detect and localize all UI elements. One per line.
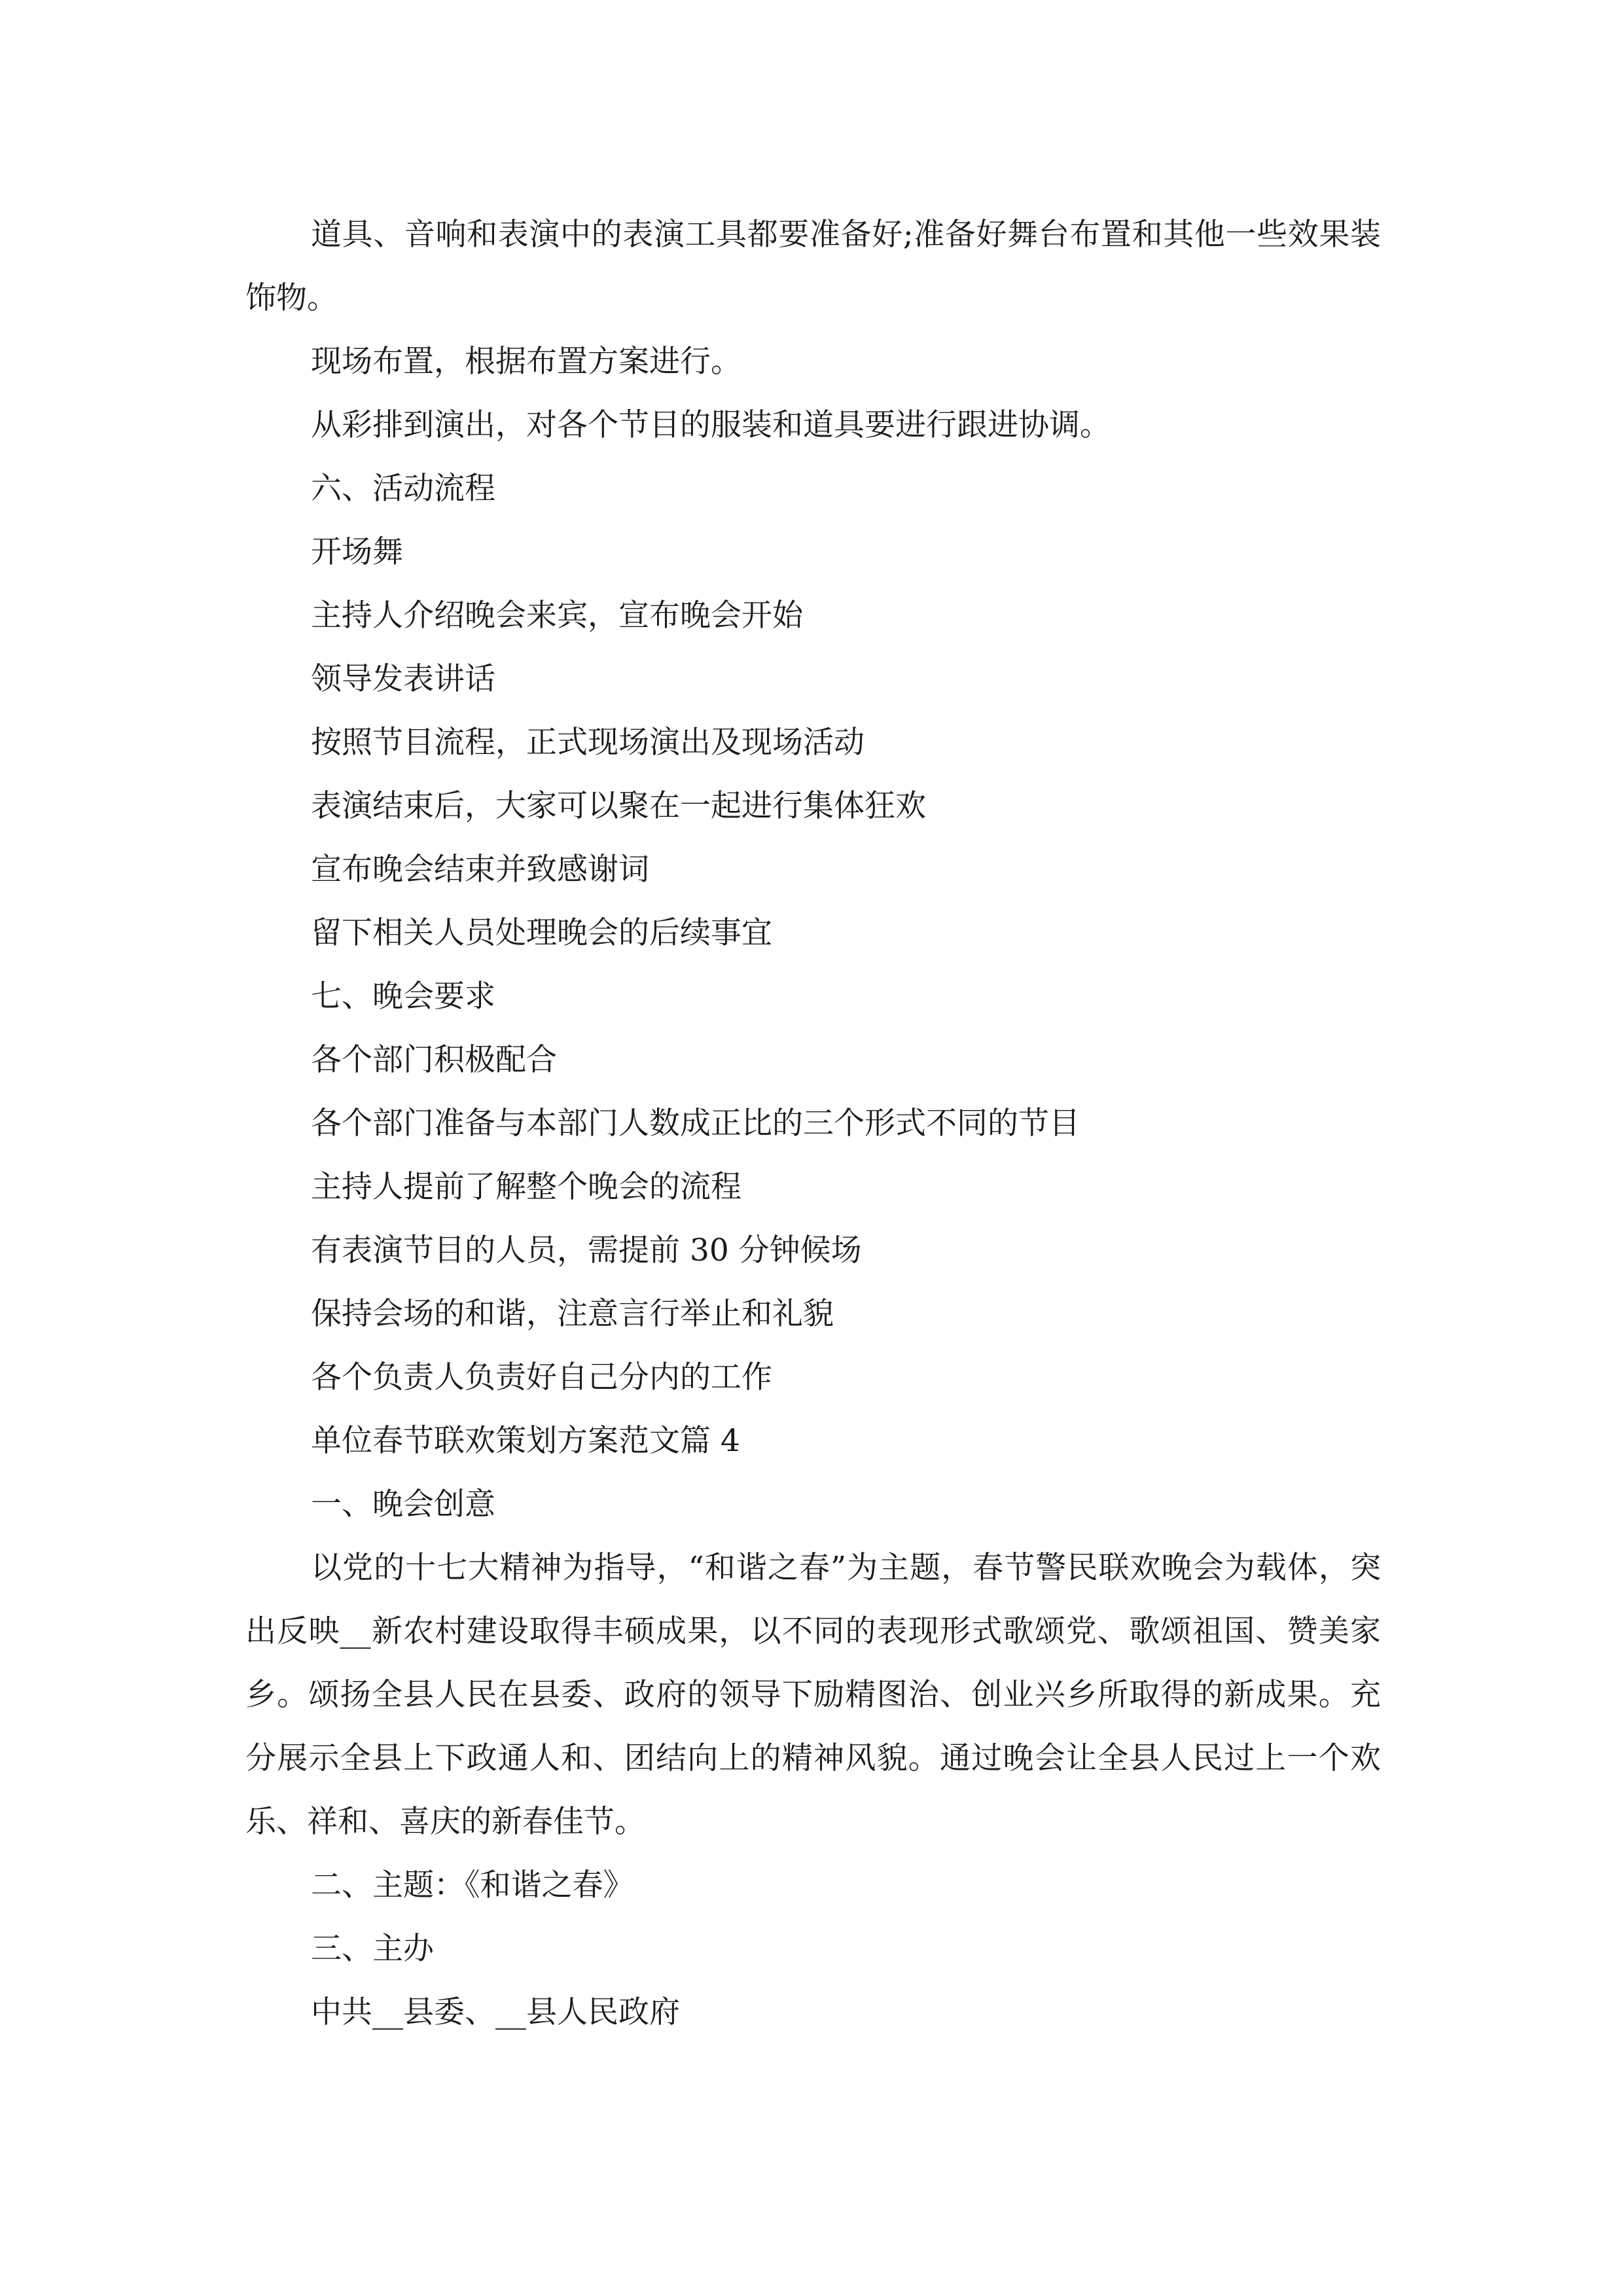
document-title: 单位春节联欢策划方案范文篇 4 bbox=[311, 1423, 740, 1459]
paragraph: 从彩排到演出，对各个节目的服装和道具要进行跟进协调。 bbox=[311, 407, 1111, 443]
body-paragraph: 以党的十七大精神为指导，“和谐之春”为主题，春节警民联欢晚会为载体，突出反映__新农村建设取得丰硕成果，以不同的表现形式歌颂党、歌颂祖国、赞美家乡。颂扬全县人民在县委、政府的领导下励精图治、创业兴乡所取得的新成果。充分展示全县上下政通人和、团结向上的精神风貌。通过晚会让全县人民过上一个欢乐、祥和、喜庆的新春佳节。 bbox=[245, 1550, 1381, 1840]
list-item: 表演结束后，大家可以聚在一起进行集体狂欢 bbox=[311, 788, 926, 824]
list-item: 留下相关人员处理晚会的后续事宜 bbox=[311, 915, 772, 951]
list-item: 主持人提前了解整个晚会的流程 bbox=[311, 1169, 741, 1205]
document-body bbox=[245, 203, 1381, 2044]
list-item: 主持人介绍晚会来宾，宣布晚会开始 bbox=[311, 598, 803, 634]
organizer-line: 中共__县委、__县人民政府 bbox=[311, 1994, 680, 2030]
list-item: 保持会场的和谐，注意言行举止和礼貌 bbox=[311, 1296, 834, 1332]
list-item: 各个部门准备与本部门人数成正比的三个形式不同的节目 bbox=[311, 1105, 1080, 1141]
list-item: 各个部门积极配合 bbox=[311, 1042, 557, 1078]
section-heading: 七、晚会要求 bbox=[311, 978, 495, 1014]
list-item: 按照节目流程，正式现场演出及现场活动 bbox=[311, 725, 865, 761]
list-item: 开场舞 bbox=[311, 534, 403, 570]
section-heading: 三、主办 bbox=[311, 1931, 434, 1967]
section-heading: 六、活动流程 bbox=[311, 471, 495, 507]
section-heading: 一、晚会创意 bbox=[311, 1486, 495, 1522]
paragraph: 道具、音响和表演中的表演工具都要准备好;准备好舞台布置和其他一些效果装饰物。 bbox=[245, 217, 1381, 316]
list-item: 宣布晚会结束并致感谢词 bbox=[311, 852, 649, 888]
list-item: 有表演节目的人员，需提前 30 分钟候场 bbox=[311, 1232, 862, 1268]
section-heading: 二、主题：《和谐之春》 bbox=[311, 1867, 634, 1903]
paragraph: 现场布置，根据布置方案进行。 bbox=[311, 344, 741, 380]
list-item: 各个负责人负责好自己分内的工作 bbox=[311, 1359, 772, 1395]
list-item: 领导发表讲话 bbox=[311, 661, 495, 697]
